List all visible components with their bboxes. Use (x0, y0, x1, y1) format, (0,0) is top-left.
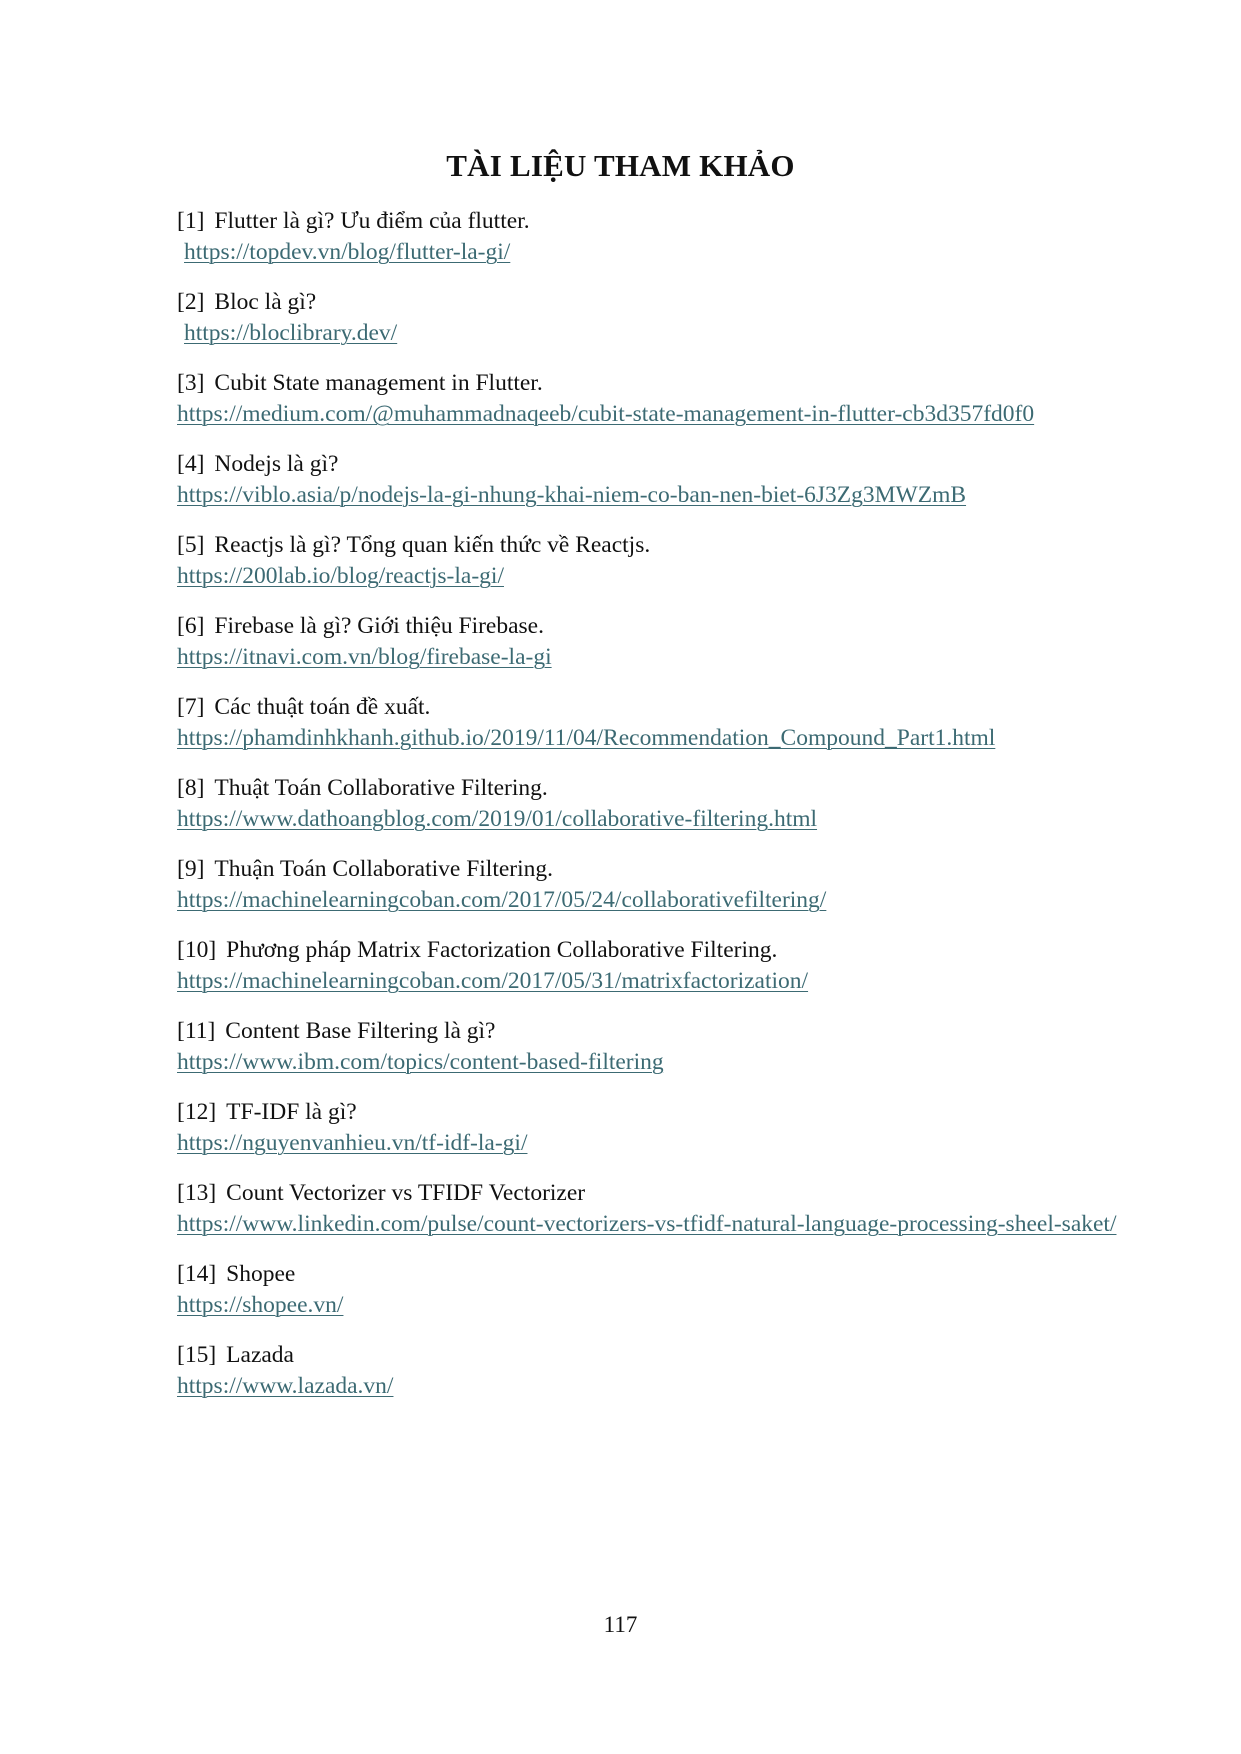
reference-title: Shopee (226, 1261, 296, 1287)
reference-heading (177, 1178, 1127, 1209)
reference-heading (177, 449, 1127, 480)
reference-number: [12] (177, 1099, 217, 1125)
reference-link[interactable]: https://itnavi.com.vn/blog/firebase-la-gi (177, 644, 552, 670)
reference-item-11 (177, 1016, 1127, 1078)
reference-heading (177, 530, 1127, 561)
reference-number: [14] (177, 1261, 217, 1287)
reference-heading (177, 1259, 1127, 1290)
reference-number: [8] (177, 775, 205, 801)
reference-title: Thuận Toán Collaborative Filtering. (214, 856, 554, 882)
reference-item-3 (177, 368, 1127, 430)
reference-title: Content Base Filtering là gì? (225, 1018, 496, 1044)
reference-item-10 (177, 935, 1127, 997)
reference-title: Bloc là gì? (214, 289, 317, 315)
reference-item-6 (177, 611, 1127, 673)
reference-title: Thuật Toán Collaborative Filtering. (214, 775, 548, 801)
reference-number: [4] (177, 451, 205, 477)
reference-item-1 (177, 206, 1127, 268)
reference-link[interactable]: https://viblo.asia/p/nodejs-la-gi-nhung-khai-niem-co-ban-nen-biet-6J3Zg3MWZmB (177, 482, 967, 508)
reference-link[interactable]: https://nguyenvanhieu.vn/tf-idf-la-gi/ (177, 1130, 528, 1156)
reference-item-15 (177, 1340, 1127, 1402)
reference-number: [1] (177, 208, 205, 234)
reference-heading (177, 1340, 1127, 1371)
reference-heading (177, 368, 1127, 399)
reference-number: [7] (177, 694, 205, 720)
reference-heading (177, 1097, 1127, 1128)
reference-item-2 (177, 287, 1127, 349)
reference-number: [6] (177, 613, 205, 639)
reference-item-7 (177, 692, 1127, 754)
reference-title: TF-IDF là gì? (226, 1099, 357, 1125)
page-title: TÀI LIỆU THAM KHẢO (446, 148, 795, 183)
reference-number: [5] (177, 532, 205, 558)
reference-heading (177, 935, 1127, 966)
reference-heading (177, 611, 1127, 642)
reference-link[interactable]: https://www.ibm.com/topics/content-based-filtering (177, 1049, 664, 1075)
reference-title: Cubit State management in Flutter. (214, 370, 543, 396)
reference-number: [9] (177, 856, 205, 882)
reference-link[interactable]: https://www.lazada.vn/ (177, 1373, 394, 1399)
reference-link[interactable]: https://shopee.vn/ (177, 1292, 344, 1318)
reference-heading (177, 773, 1127, 804)
reference-heading (177, 854, 1127, 885)
reference-item-14 (177, 1259, 1127, 1321)
reference-heading (177, 692, 1127, 723)
reference-heading (177, 287, 1127, 318)
reference-link[interactable]: https://200lab.io/blog/reactjs-la-gi/ (177, 563, 504, 589)
reference-number: [3] (177, 370, 205, 396)
reference-list (177, 206, 1127, 1421)
reference-title: Phương pháp Matrix Factorization Collaborative Filtering. (226, 937, 778, 963)
reference-title: Nodejs là gì? (214, 451, 339, 477)
reference-link[interactable]: https://topdev.vn/blog/flutter-la-gi/ (184, 239, 511, 265)
reference-number: [2] (177, 289, 205, 315)
reference-link[interactable]: https://bloclibrary.dev/ (184, 320, 398, 346)
reference-number: [13] (177, 1180, 217, 1206)
reference-link[interactable]: https://machinelearningcoban.com/2017/05/31/matrixfactorization/ (177, 968, 809, 994)
reference-link[interactable]: https://medium.com/@muhammadnaqeeb/cubit-state-management-in-flutter-cb3d357fd0f0 (177, 401, 1035, 427)
reference-title: Count Vectorizer vs TFIDF Vectorizer (226, 1180, 586, 1206)
reference-link[interactable]: https://www.linkedin.com/pulse/count-vectorizers-vs-tfidf-natural-language-processing-sheel-saket/ (177, 1211, 1117, 1237)
reference-link[interactable]: https://www.dathoangblog.com/2019/01/collaborative-filtering.html (177, 806, 818, 832)
reference-item-4 (177, 449, 1127, 511)
reference-link[interactable]: https://phamdinhkhanh.github.io/2019/11/04/Recommendation_Compound_Part1.html (177, 725, 996, 751)
reference-item-12 (177, 1097, 1127, 1159)
reference-title: Firebase là gì? Giới thiệu Firebase. (214, 613, 544, 639)
reference-item-9 (177, 854, 1127, 916)
reference-item-5 (177, 530, 1127, 592)
reference-link[interactable]: https://machinelearningcoban.com/2017/05/24/collaborativefiltering/ (177, 887, 827, 913)
reference-item-8 (177, 773, 1127, 835)
page-number: 117 (603, 1612, 638, 1637)
reference-title: Flutter là gì? Ưu điểm của flutter. (214, 208, 530, 234)
reference-heading (177, 206, 1127, 237)
reference-number: [15] (177, 1342, 217, 1368)
reference-number: [11] (177, 1018, 216, 1044)
reference-title: Các thuật toán đề xuất. (214, 694, 431, 720)
reference-heading (177, 1016, 1127, 1047)
reference-title: Reactjs là gì? Tổng quan kiến thức về Reactjs. (214, 532, 651, 558)
reference-item-13 (177, 1178, 1127, 1240)
reference-number: [10] (177, 937, 217, 963)
reference-title: Lazada (226, 1342, 294, 1368)
